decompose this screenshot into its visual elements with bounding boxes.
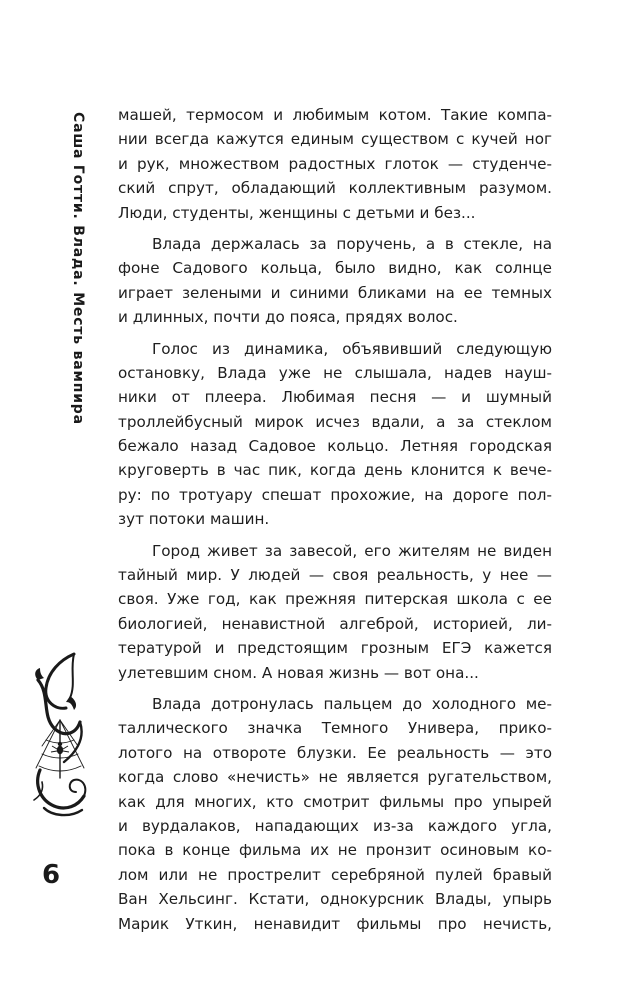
paragraph [118,692,552,936]
text-line: круговерть в час пик, когда день клонится к вече- [118,461,552,480]
text-line: машей, термосом и любимым котом. Такие компа- [118,106,552,124]
text-line: фоне Садового кольца, было видно, как солнце [118,259,552,278]
text-line: и рук, множеством радостных глоток — студенче- [118,154,552,173]
text-line: и вурдалаков, нападающих из-за каждого угла, [118,816,552,835]
text-line: Влада держалась за поручень, а в стекле, на [152,234,552,253]
paragraph-gap [118,532,552,539]
text-line: Марик Уткин, ненавидит фильмы про нечисть, [118,914,552,933]
paragraph-gap [118,225,552,232]
paragraph [118,337,552,532]
paragraph [118,232,552,330]
text-line: остановку, Влада уже не слышала, надев науш- [118,363,552,382]
text-line: ский спрут, обладающий коллективным разумом. [118,179,552,198]
text-line: Влада дотронулась пальцем до холодного ме- [152,694,552,713]
gothic-flourish-icon [30,650,92,820]
text-line: улетевшим сном. А новая жизнь — вот она... [118,663,479,682]
text-line: бежало назад Садовое кольцо. Летняя городская [118,437,552,456]
text-line: троллейбусный мирок исчез вдали, а за стеклом [118,412,552,431]
text-line: Город живет за завесой, его жителям не виден [152,541,552,560]
paragraph [118,103,552,225]
body-text [118,103,552,936]
text-line: когда слово «нечисть» не является ругательством, [118,768,552,787]
text-line: и длинных, почти до пояса, прядях волос. [118,308,458,327]
text-line: тайный мир. У людей — своя реальность, у нее — [118,566,552,585]
text-line: своя. Уже год, как прежняя питерская школа с ее [118,590,552,609]
text-line: как для многих, кто смотрит фильмы про упырей [118,792,552,811]
paragraph-gap [118,330,552,337]
text-line: лом или не прострелит серебряной пулей бравый [118,865,552,884]
page-number: 6 [42,860,61,890]
text-line: ники от плеера. Любимая песня — и шумный [118,388,552,407]
text-line: Ван Хельсинг. Кстати, однокурсник Влады, упырь [118,890,552,909]
text-line: лотого на отвороте блузки. Ее реальность — это [118,743,552,762]
text-line: биологией, ненавистной алгеброй, историей, ли- [118,614,552,633]
paragraph-gap [118,685,552,692]
paragraph [118,539,552,685]
text-line: Голос из динамика, объявивший следующую [152,339,552,358]
text-line: нии всегда кажутся единым существом с кучей ног [118,130,552,149]
text-line: играет зелеными и синими бликами на ее темных [118,283,552,302]
text-line: тературой и предстоящим грозным ЕГЭ кажется [118,639,552,658]
text-line: ру: по тротуару спешат прохожие, на дороге пол- [118,485,552,504]
text-line: пока в конце фильма их не пронзит осиновым ко- [118,841,552,860]
text-line: зут потоки машин. [118,510,270,529]
text-line: таллического значка Темного Универа, прико- [118,719,552,738]
text-line: Люди, студенты, женщины с детьми и без... [118,203,476,222]
running-head: Саша Готти. Влада. Месть вампира [70,112,86,425]
